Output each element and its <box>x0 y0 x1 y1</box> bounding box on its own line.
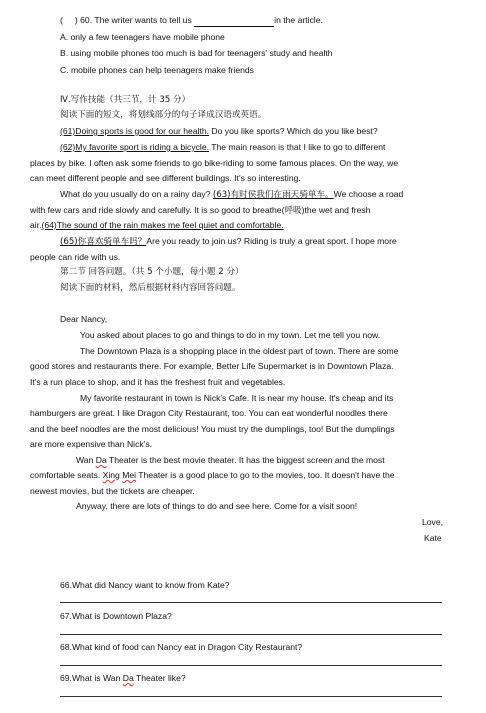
question-68: 68.What kind of food can Nancy eat in Dragon City Restaurant? <box>60 642 303 652</box>
letter-paragraph: Anyway, there are lots of things to do and see here. Come for a visit soon! <box>76 501 358 511</box>
passage-line: What do you usually do on a rainy day? (63)有时侯我们在雨天骑单车。We choose a road <box>60 189 404 200</box>
letter-greeting: Dear Nancy, <box>60 314 108 324</box>
option-c: C. mobile phones can help teenagers make friends <box>60 65 254 75</box>
letter-paragraph: hamburgers are great. I like Dragon City Restaurant, too. You can eat wonderful noodles there <box>30 408 388 418</box>
answer-line-69[interactable] <box>60 696 442 697</box>
answer-line-68[interactable] <box>60 665 442 666</box>
answer-blank[interactable] <box>194 17 274 27</box>
sentence-64: (64)The sound of the rain makes me feel quiet and comfortable. <box>41 220 284 230</box>
letter-paragraph: The Downtown Plaza is a shopping place in the oldest part of town. There are some <box>80 346 399 356</box>
letter-paragraph: You asked about places to go and things to do in my town. Let me tell you now. <box>80 330 381 340</box>
letter-paragraph: good stores and restaurants there. For example, Better Life Supermarket is in Downtown Plaza. <box>30 361 394 371</box>
sentence-63: (63)有时侯我们在雨天骑单车。 <box>212 190 334 200</box>
section-heading: 第二节 回答问题。（共 5 个小题，每小题 2 分） <box>60 267 244 277</box>
option-b: B. using mobile phones too much is bad for teenagers' study and health <box>60 48 333 58</box>
question-69: 69.What is Wan Da Theater like? <box>60 673 186 683</box>
letter-paragraph: comfortable seats. Xing Mei Theater is a good place to go to the movies, too. It doesn't have the <box>30 470 395 480</box>
question-67: 67.What is Downtown Plaza? <box>60 611 172 621</box>
passage-line: with few cars and ride slowly and carefully. It is so good to breathe(呼吸)the wet and fresh <box>30 205 371 216</box>
letter-paragraph: Wan Da Theater is the best movie theater. It has the biggest screen and the most <box>76 455 385 465</box>
letter-closing: Love, <box>422 517 444 527</box>
sentence-61: (61)Doing sports is good for our health. <box>60 126 210 136</box>
sentence-65: (65)你喜欢骑单车吗？ <box>60 237 147 247</box>
letter-paragraph: My favorite restaurant in town is Nick's Cafe. It is near my house. It's cheap and its <box>80 393 394 403</box>
passage-line: places by bike. I often ask some friends to go bike-riding to some famous places. On the way, we <box>30 158 399 168</box>
question-66: 66.What did Nancy want to know from Kate? <box>60 580 230 590</box>
passage-line: people can ride with us. <box>30 252 121 262</box>
letter-paragraph: and the beef noodles are the most delicious! You must try the dumplings, too! But the dumplings <box>30 424 395 434</box>
sentence-62: (62)My favorite sport is riding a bicycle. <box>60 142 210 152</box>
passage-line: air.(64)The sound of the rain makes me feel quiet and comfortable. <box>30 220 284 230</box>
passage-line: (62)My favorite sport is riding a bicycle. The main reason is that I like to go to different <box>60 142 386 152</box>
passage-line: can meet different people and see different buildings. It's so interesting. <box>30 173 301 183</box>
passage-line: (65)你喜欢骑单车吗？Are you ready to join us? Riding is truly a great sport. I hope more <box>60 236 397 247</box>
answer-line-66[interactable] <box>60 602 442 603</box>
option-a: A. only a few teenagers have mobile phone <box>60 32 225 42</box>
letter-signature: Kate <box>424 533 442 543</box>
letter-paragraph: newest movies, but the tickets are cheaper. <box>30 486 195 496</box>
question-60: ( ) 60. The writer wants to tell us in the article. <box>60 15 323 25</box>
section-instruction: 阅读下面的短文，将划线部分的句子译成汉语或英语。 <box>60 110 267 120</box>
letter-paragraph: It's a run place to shop, and it has the freshest fruit and vegetables. <box>30 377 286 387</box>
letter-paragraph: are more expensive than Nick's. <box>30 439 153 449</box>
section-heading: Ⅳ.写作技能（共三节，计 35 分） <box>60 95 191 105</box>
answer-line-67[interactable] <box>60 634 442 635</box>
passage-line: (61)Doing sports is good for our health. Do you like sports? Which do you like best? <box>60 126 378 136</box>
section-instruction: 阅读下面的材料，然后根据材料内容回答问题。 <box>60 283 241 293</box>
